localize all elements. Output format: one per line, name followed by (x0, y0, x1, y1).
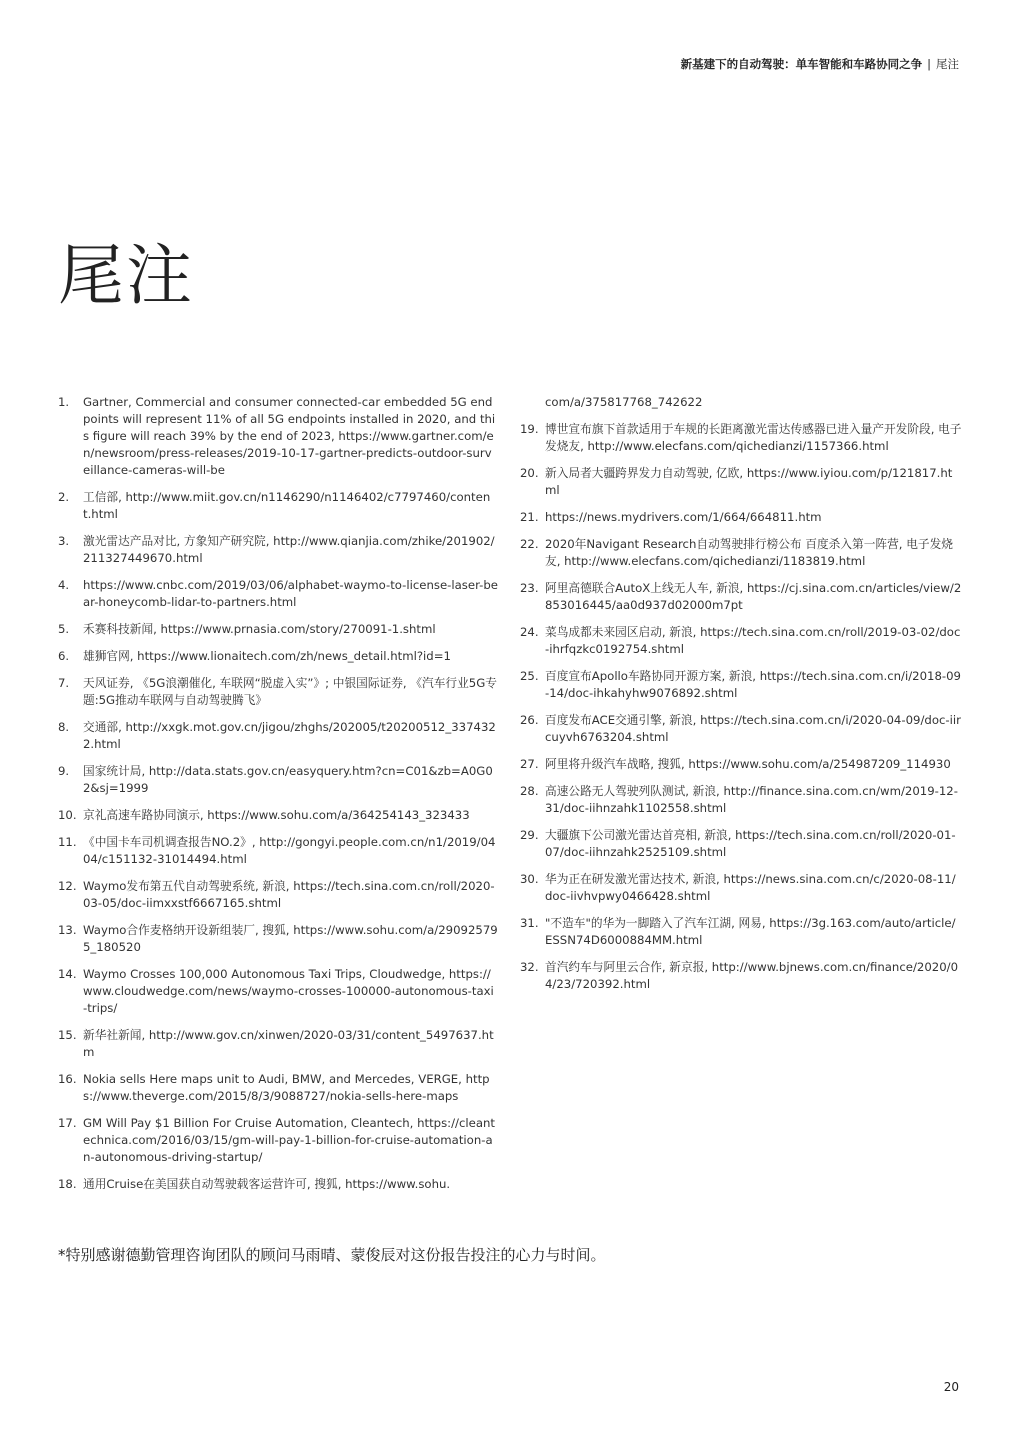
endnote-number: 7. (58, 676, 70, 690)
endnote-item (58, 489, 498, 523)
header-separator: | (927, 57, 931, 71)
endnote-item (520, 536, 962, 570)
endnote-text: 交通部, http://xxgk.mot.gov.cn/jigou/zhghs/202005/t20200512_3374322.html (83, 720, 496, 751)
header-report-title: 新基建下的自动驾驶：单车智能和车路协同之争 (680, 57, 923, 71)
endnote-number: 32. (520, 960, 539, 974)
endnote-item (58, 878, 498, 912)
endnote-text: 首汽约车与阿里云合作, 新京报, http://www.bjnews.com.cn/finance/2020/04/23/720392.html (545, 960, 959, 991)
endnote-number: 13. (58, 923, 77, 937)
endnote-item (58, 675, 498, 709)
endnote-text: 《中国卡车司机调查报告NO.2》, http://gongyi.people.com.cn/n1/2019/0404/c151132-31014494.html (83, 835, 496, 866)
endnote-item (58, 621, 498, 638)
page-number: 20 (943, 1380, 959, 1394)
endnote-text: 激光雷达产品对比, 方象知产研究院, http://www.qianjia.com/zhike/201902/211327449670.html (83, 534, 495, 565)
endnote-item (520, 827, 962, 861)
endnote-text: https://www.cnbc.com/2019/03/06/alphabet-waymo-to-license-laser-bear-honeycomb-lidar-to-partners.html (83, 578, 498, 609)
endnote-text: https://news.mydrivers.com/1/664/664811.htm (545, 510, 822, 524)
endnote-number: 10. (58, 808, 77, 822)
endnote-item (58, 394, 498, 479)
endnote-item (520, 915, 962, 949)
endnote-number: 19. (520, 422, 539, 436)
endnote-number: 5. (58, 622, 70, 636)
endnote-item (520, 624, 962, 658)
endnote-number: 16. (58, 1072, 77, 1086)
endnote-number: 23. (520, 581, 539, 595)
endnote-text: 禾赛科技新闻, https://www.prnasia.com/story/270091-1.shtml (83, 622, 436, 636)
endnote-item (58, 648, 498, 665)
endnote-number: 9. (58, 764, 70, 778)
endnote-item (520, 465, 962, 499)
endnote-number: 22. (520, 537, 539, 551)
endnotes-left-column (58, 394, 498, 1203)
endnote-number: 4. (58, 578, 70, 592)
endnote-number: 17. (58, 1116, 77, 1130)
endnote-text: 百度发布ACE交通引擎, 新浪, https://tech.sina.com.cn/i/2020-04-09/doc-iircuyvh6763204.shtml (545, 713, 961, 744)
endnote-text: 大疆旗下公司激光雷达首亮相, 新浪, https://tech.sina.com.cn/roll/2020-01-07/doc-iihnzahk2525109.shtml (545, 828, 956, 859)
endnote-number: 25. (520, 669, 539, 683)
endnote-number: 20. (520, 466, 539, 480)
endnote-number: 6. (58, 649, 70, 663)
endnote-number: 27. (520, 757, 539, 771)
endnote-item (58, 807, 498, 824)
endnote-item (58, 763, 498, 797)
endnote-item (520, 668, 962, 702)
endnote-text: 高速公路无人驾驶列队测试, 新浪, http://finance.sina.com.cn/wm/2019-12-31/doc-iihnzahk1102558.shtml (545, 784, 958, 815)
endnote-number: 8. (58, 720, 70, 734)
endnote-item (58, 533, 498, 567)
endnote-item (520, 871, 962, 905)
endnote-number: 11. (58, 835, 77, 849)
endnote-number: 26. (520, 713, 539, 727)
endnote-text: "不造车"的华为一脚踏入了汽车江湖, 网易, https://3g.163.com/auto/article/ESSN74D6000884MM.html (545, 916, 956, 947)
endnote-text: 2020年Navigant Research自动驾驶排行榜公布 百度杀入第一阵营, 电子发烧友, http://www.elecfans.com/qichedianzi/1183819.html (545, 537, 953, 568)
endnote-text: 菜鸟成都未来园区启动, 新浪, https://tech.sina.com.cn/roll/2019-03-02/doc-ihrfqzkc0192754.shtml (545, 625, 961, 656)
endnote-text: 国家统计局, http://data.stats.gov.cn/easyquery.htm?cn=C01&zb=A0G02&sj=1999 (83, 764, 493, 795)
endnote-item (58, 966, 498, 1017)
endnote-text: Nokia sells Here maps unit to Audi, BMW, and Mercedes, VERGE, https://www.theverge.com/2015/8/3/9088727/nokia-sells-here-maps (83, 1072, 490, 1103)
endnote-text: 阿里将升级汽车战略, 搜狐, https://www.sohu.com/a/254987209_114930 (545, 757, 951, 771)
endnote-item (520, 756, 962, 773)
endnote-text: 百度宣布Apollo车路协同开源方案, 新浪, https://tech.sina.com.cn/i/2018-09-14/doc-ihkahyhw9076892.shtml (545, 669, 961, 700)
endnote-item (58, 719, 498, 753)
endnote-number: 14. (58, 967, 77, 981)
endnote-text: Waymo Crosses 100,000 Autonomous Taxi Trips, Cloudwedge, https://www.cloudwedge.com/news/waymo-crosses-100000-autonomous-taxi-trips/ (83, 967, 494, 1015)
endnote-number: 30. (520, 872, 539, 886)
endnote-text: Waymo合作麦格纳开设新组装厂, 搜狐, https://www.sohu.com/a/290925795_180520 (83, 923, 498, 954)
endnote-text: 雄狮官网, https://www.lionaitech.com/zh/news_detail.html?id=1 (83, 649, 451, 663)
acknowledgement-text: *特别感谢德勤管理咨询团队的顾问马雨晴、蒙俊辰对这份报告投注的心力与时间。 (58, 1246, 606, 1264)
endnote-item (520, 712, 962, 746)
endnote-text: 阿里高德联合AutoX上线无人车, 新浪, https://cj.sina.com.cn/articles/view/2853016445/aa0d937d02000m7pt (545, 581, 962, 612)
endnote-item (58, 577, 498, 611)
endnote-text: 通用Cruise在美国获自动驾驶载客运营许可, 搜狐, https://www.sohu. (83, 1177, 451, 1191)
endnote-text: 华为正在研发激光雷达技术, 新浪, https://news.sina.com.cn/c/2020-08-11/doc-iivhvpwy0466428.shtml (545, 872, 956, 903)
endnote-number: 3. (58, 534, 70, 548)
endnote-number: 31. (520, 916, 539, 930)
endnote-text: 新华社新闻, http://www.gov.cn/xinwen/2020-03/31/content_5497637.htm (83, 1028, 494, 1059)
endnote-number: 24. (520, 625, 539, 639)
endnote-text: Waymo发布第五代自动驾驶系统, 新浪, https://tech.sina.com.cn/roll/2020-03-05/doc-iimxxstf6667165.shtml (83, 879, 495, 910)
endnote-number: 1. (58, 395, 70, 409)
endnote-item (520, 783, 962, 817)
endnote-item (58, 922, 498, 956)
endnote-number: 29. (520, 828, 539, 842)
endnote-number: 2. (58, 490, 70, 504)
endnote-item (58, 1115, 498, 1166)
endnote-item (520, 580, 962, 614)
endnote-text: 新入局者大疆跨界发力自动驾驶, 亿欧, https://www.iyiou.com/p/121817.html (545, 466, 953, 497)
header-section-name: 尾注 (936, 57, 959, 71)
endnote-item (58, 1176, 498, 1193)
endnote-number: 21. (520, 510, 539, 524)
endnote-text: 博世宣布旗下首款适用于车规的长距离激光雷达传感器已进入量产开发阶段, 电子发烧友, http://www.elecfans.com/qichedianzi/1157366.html (545, 422, 962, 453)
endnote-item (58, 1027, 498, 1061)
endnote-item (58, 1071, 498, 1105)
endnote-item (58, 834, 498, 868)
endnote-item (520, 509, 962, 526)
running-header (300, 56, 959, 72)
endnote-item (520, 959, 962, 993)
endnote-number: 12. (58, 879, 77, 893)
endnote-item (520, 421, 962, 455)
endnotes-right-column (520, 394, 962, 1003)
endnote-text: 天风证券, 《5G浪潮催化, 车联网“脱虚入实”》; 中银国际证券, 《汽车行业5G专题:5G推动车联网与自动驾驶腾飞》 (83, 676, 497, 707)
endnote-text: 京礼高速车路协同演示, https://www.sohu.com/a/364254143_323433 (83, 808, 470, 822)
endnote-number: 28. (520, 784, 539, 798)
endnote-text: Gartner, Commercial and consumer connected-car embedded 5G endpoints will represent 11% of all 5G endpoints installed in 2020, and this figure will reach 39% by the end of 2023, https://www.gartner.com/en/newsroom/press-releases/2019-10-17-gartner-predicts-outdoor-surveillance-cameras-will-be (83, 395, 496, 477)
endnote-text: GM Will Pay $1 Billion For Cruise Automation, Cleantech, https://cleantechnica.com/2016/03/15/gm-will-pay-1-billion-for-cruise-automation-an-autonomous-driving-startup/ (83, 1116, 496, 1164)
endnote-text: 工信部, http://www.miit.gov.cn/n1146290/n1146402/c7797460/content.html (83, 490, 491, 521)
endnote-continuation: com/a/375817768_742622 (545, 395, 703, 409)
page-title: 尾注 (58, 237, 194, 314)
endnote-number: 15. (58, 1028, 77, 1042)
endnote-number: 18. (58, 1177, 77, 1191)
